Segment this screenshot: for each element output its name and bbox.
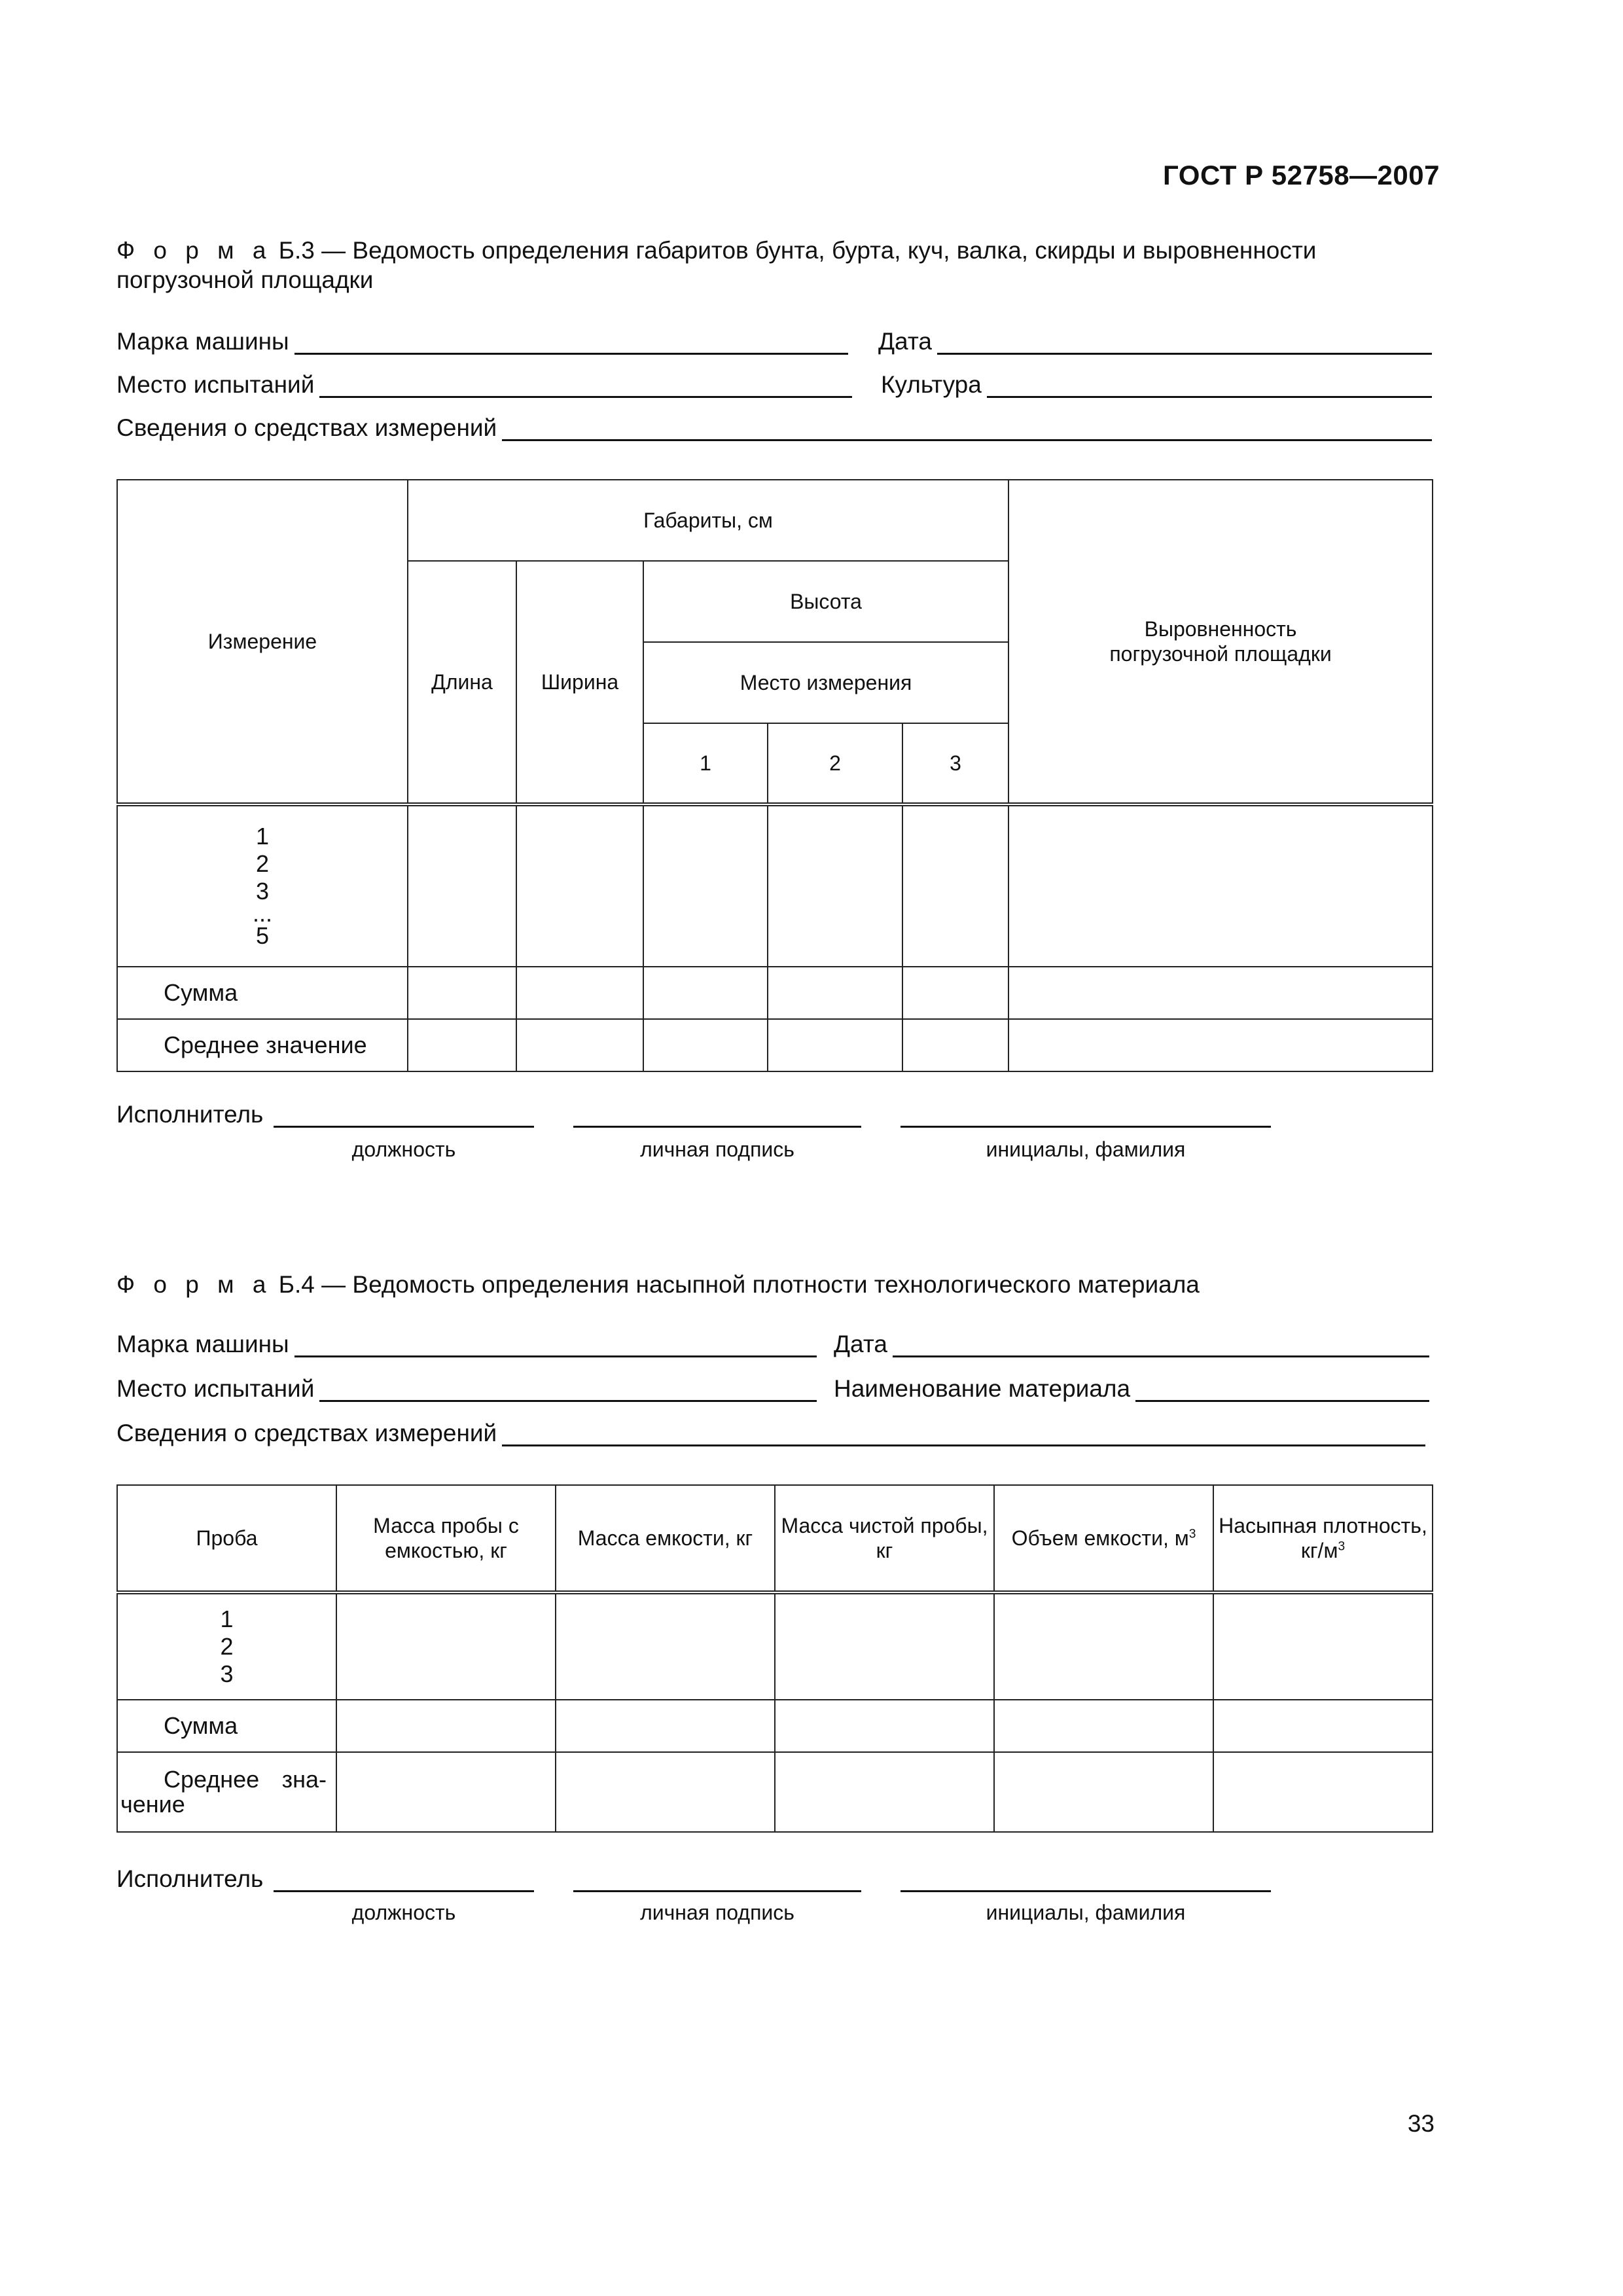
b4-table (116, 1484, 1433, 1833)
b4-date-line[interactable] (893, 1333, 1429, 1357)
b3-header-pos3: 3 (902, 723, 1008, 804)
b3-header-length: Длина (408, 561, 516, 804)
b3-header-measurement: Измерение (117, 480, 408, 804)
b3-cell[interactable] (1008, 1019, 1433, 1071)
b3-cell[interactable] (768, 967, 902, 1019)
page-number: 33 (1407, 2110, 1435, 2137)
b3-cell[interactable] (408, 1019, 516, 1071)
b3-cell[interactable] (643, 804, 768, 967)
b4-header-mass-with-container: Масса пробы с емкостью, кг (336, 1485, 556, 1592)
b4-row-1: 1 (220, 1605, 234, 1632)
b4-row-2: 2 (220, 1633, 234, 1660)
b3-cell[interactable] (643, 967, 768, 1019)
b4-header-volume-text: Объем емкости, м (1011, 1526, 1189, 1550)
b3-crop-field[interactable] (881, 372, 1432, 398)
b3-cell[interactable] (1008, 967, 1433, 1019)
b3-row-1: 1 (255, 823, 270, 850)
b3-cell[interactable] (1008, 804, 1433, 967)
b4-date-label: Дата (834, 1331, 887, 1357)
b4-machine-label: Марка машины (116, 1331, 289, 1357)
b3-crop-line[interactable] (987, 374, 1432, 398)
b3-row-3: 3 (255, 878, 270, 905)
standard-number: ГОСТ Р 52758—2007 (1163, 160, 1440, 190)
b4-row-mean-line2: чение (120, 1791, 185, 1818)
b3-row-sum: Сумма (117, 967, 408, 1019)
b3-header-pos1: 1 (643, 723, 768, 804)
b4-cell[interactable] (336, 1700, 556, 1752)
b3-cell[interactable] (516, 967, 643, 1019)
b4-header-density-text: Насыпная плотность, кг/м (1219, 1514, 1427, 1562)
b3-machine-field[interactable] (116, 329, 848, 355)
b3-signature-caption: личная подпись (640, 1138, 794, 1161)
b4-row-numbers (117, 1592, 336, 1700)
form-b3-caption (116, 236, 1438, 295)
b3-header-place: Место измерения (643, 642, 1008, 723)
b4-name-line[interactable] (901, 1889, 1271, 1892)
b3-signature-line[interactable] (573, 1124, 861, 1128)
b3-date-field[interactable] (878, 329, 1432, 355)
b4-place-label: Место испытаний (116, 1375, 315, 1402)
b3-cell[interactable] (902, 967, 1008, 1019)
b3-header-dimensions: Габариты, см (408, 480, 1008, 561)
b4-signature-caption: личная подпись (640, 1901, 794, 1924)
b4-cell[interactable] (556, 1592, 775, 1700)
b4-material-field[interactable] (834, 1376, 1429, 1402)
b4-cell[interactable] (775, 1592, 994, 1700)
b4-position-line[interactable] (274, 1889, 534, 1892)
b3-date-label: Дата (878, 328, 932, 355)
b3-row-2: 2 (255, 850, 270, 877)
b3-instruments-field[interactable] (116, 415, 1432, 441)
b3-cell[interactable] (768, 804, 902, 967)
b3-header-pos2: 2 (768, 723, 902, 804)
b3-row-mean: Среднее значение (117, 1019, 408, 1071)
b3-machine-line[interactable] (294, 331, 848, 355)
b3-place-line[interactable] (319, 374, 852, 398)
b4-instruments-field[interactable] (116, 1420, 1425, 1446)
b4-cell[interactable] (336, 1592, 556, 1700)
b4-name-caption: инициалы, фамилия (986, 1901, 1186, 1924)
b4-cell[interactable] (1213, 1700, 1433, 1752)
b3-cell[interactable] (643, 1019, 768, 1071)
b4-material-label: Наименование материала (834, 1375, 1131, 1402)
b3-instruments-line[interactable] (502, 417, 1432, 441)
b3-instruments-label: Сведения о средствах измерений (116, 414, 497, 441)
b4-row-3: 3 (220, 1660, 234, 1687)
b3-header-height: Высота (643, 561, 1008, 642)
b3-header-evenness (1008, 480, 1433, 804)
b4-cell[interactable] (556, 1700, 775, 1752)
b4-cell[interactable] (775, 1700, 994, 1752)
form-b4-caption (116, 1270, 1438, 1299)
b4-cell[interactable] (1213, 1752, 1433, 1832)
b4-row-sum: Сумма (117, 1700, 336, 1752)
form-b3-caption-prefix: Ф о р м а (116, 237, 272, 264)
b3-cell[interactable] (408, 967, 516, 1019)
b4-header-container-mass: Масса емкости, кг (556, 1485, 775, 1592)
b3-crop-label: Культура (881, 371, 982, 398)
b4-row-mean-line1: Среднее зна- (164, 1766, 327, 1793)
b4-machine-field[interactable] (116, 1331, 817, 1357)
b3-name-caption: инициалы, фамилия (986, 1138, 1186, 1161)
form-b4-caption-prefix: Ф о р м а (116, 1271, 272, 1298)
b3-position-caption: должность (351, 1138, 456, 1161)
b4-instruments-line[interactable] (502, 1422, 1425, 1446)
b3-row-numbers (117, 804, 408, 967)
b4-cell[interactable] (994, 1700, 1213, 1752)
b3-row-5: 5 (255, 922, 270, 949)
b4-cell[interactable] (556, 1752, 775, 1832)
form-b4-caption-text: Б.4 — Ведомость определения насыпной плотности технологического материала (278, 1271, 1200, 1298)
b4-position-caption: должность (351, 1901, 456, 1924)
b3-cell[interactable] (516, 1019, 643, 1071)
b3-machine-label: Марка машины (116, 328, 289, 355)
b4-signature-line[interactable] (573, 1889, 861, 1892)
b3-name-line[interactable] (901, 1124, 1271, 1128)
b4-header-volume-sup: 3 (1188, 1527, 1196, 1541)
b3-cell[interactable] (516, 804, 643, 967)
b4-material-line[interactable] (1135, 1378, 1429, 1402)
b3-cell[interactable] (902, 1019, 1008, 1071)
b4-cell[interactable] (994, 1752, 1213, 1832)
b4-cell[interactable] (336, 1752, 556, 1832)
b4-header-sample: Проба (117, 1485, 336, 1592)
b4-row-mean (117, 1752, 336, 1832)
b3-header-evenness-text: Выровненность погрузочной площадки (1109, 617, 1332, 666)
b3-row-ellipsis: ... (252, 900, 272, 927)
b4-header-density-sup: 3 (1338, 1539, 1346, 1554)
b4-cell[interactable] (994, 1592, 1213, 1700)
b4-header-density (1213, 1485, 1433, 1592)
b3-position-line[interactable] (274, 1124, 534, 1128)
b4-performer-label: Исполнитель (116, 1865, 264, 1892)
b3-cell[interactable] (768, 1019, 902, 1071)
b4-instruments-label: Сведения о средствах измерений (116, 1420, 497, 1446)
b4-cell[interactable] (775, 1752, 994, 1832)
b3-performer-label: Исполнитель (116, 1101, 264, 1128)
b3-cell[interactable] (408, 804, 516, 967)
b4-header-net-mass: Масса чистой пробы, кг (775, 1485, 994, 1592)
b4-date-field[interactable] (834, 1331, 1429, 1357)
b4-machine-line[interactable] (294, 1333, 817, 1357)
b3-place-field[interactable] (116, 372, 852, 398)
b4-place-line[interactable] (319, 1378, 817, 1402)
b3-table (116, 479, 1433, 1072)
b3-cell[interactable] (902, 804, 1008, 967)
form-b3-caption-text: Б.3 — Ведомость определения габаритов бунта, бурта, куч, валка, скирды и выровненности погрузочной площадки (116, 237, 1317, 293)
b4-header-volume (994, 1485, 1213, 1592)
b3-date-line[interactable] (937, 331, 1432, 355)
b4-cell[interactable] (1213, 1592, 1433, 1700)
b4-place-field[interactable] (116, 1376, 817, 1402)
b3-header-width: Ширина (516, 561, 643, 804)
b3-place-label: Место испытаний (116, 371, 315, 398)
